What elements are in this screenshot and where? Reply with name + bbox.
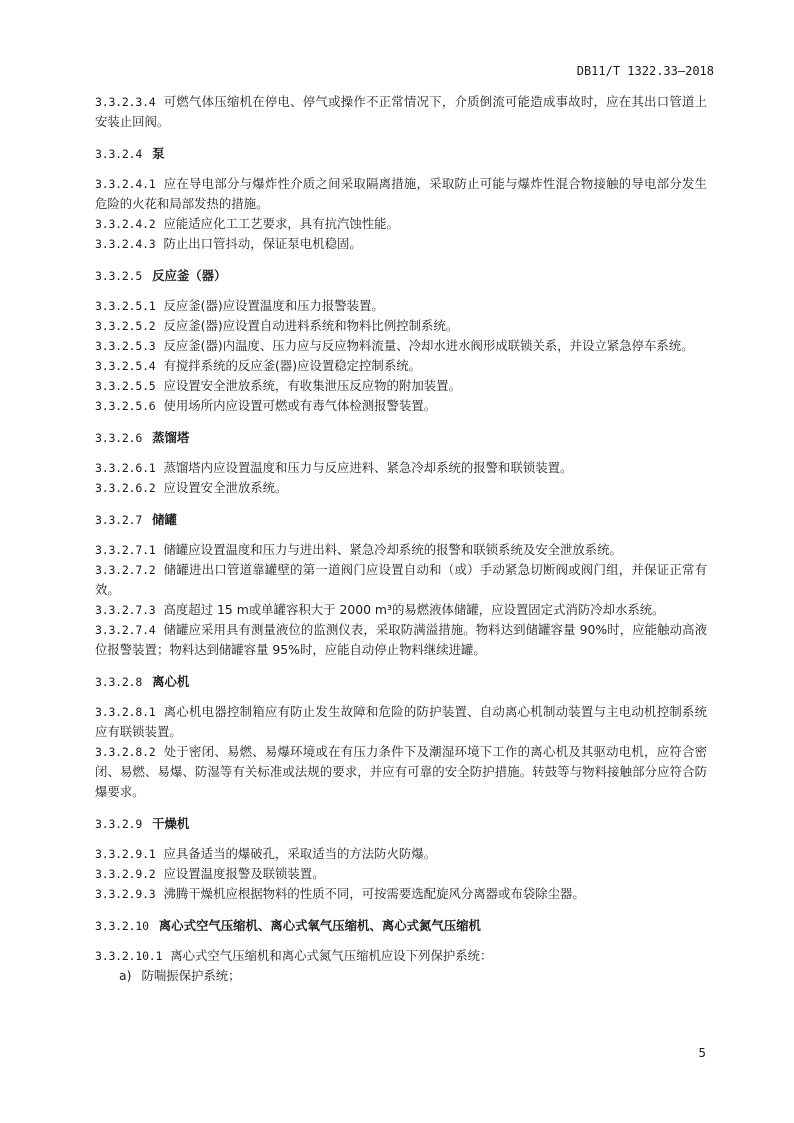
clause-3-3-2-7-3: [95, 600, 707, 620]
heading-text: 泵: [152, 146, 165, 161]
clause-number: 3.3.2.3.4: [95, 95, 156, 109]
clause-text: 反应釜(器)应设置温度和压力报警装置。: [163, 298, 384, 313]
clause-number: 3.3.2.4.3: [95, 237, 156, 251]
clause-3-3-2-6-2: [95, 478, 707, 498]
clause-3-3-2-9-2: [95, 864, 707, 884]
clause-number: 3.3.2.5.2: [95, 319, 156, 333]
heading-text: 离心式空气压缩机、离心式氧气压缩机、离心式氮气压缩机: [158, 918, 481, 933]
document-body: [95, 92, 707, 986]
heading-text: 蒸馏塔: [152, 430, 190, 445]
clause-3-3-2-5-6: [95, 396, 707, 416]
list-marker: a): [119, 968, 132, 983]
clause-3-3-2-4-1: [95, 174, 707, 214]
heading-number: 3.3.2.6: [95, 431, 143, 445]
clause-number: 3.3.2.5.1: [95, 299, 156, 313]
section-heading-pump: [95, 144, 707, 164]
clause-text: 离心机电器控制箱应有防止发生故障和危险的防护装置、自动离心机制动装置与主电动机控制系统应有联锁装置。: [95, 704, 707, 739]
list-text: 防喘振保护系统；: [141, 968, 241, 983]
heading-number: 3.3.2.4: [95, 147, 143, 161]
clause-3-3-2-7-2: [95, 560, 707, 600]
section-heading-reactor: [95, 266, 707, 286]
clause-text: 应在导电部分与爆炸性介质之间采取隔离措施，采取防止可能与爆炸性混合物接触的导电部分发生危险的火花和局部发热的措施。: [95, 176, 707, 211]
clause-text: 处于密闭、易燃、易爆环境或在有压力条件下及潮湿环境下工作的离心机及其驱动电机，应符合密闭、易燃、易爆、防湿等有关标准或法规的要求，并应有可靠的安全防护措施。转鼓等与物料接触部分应符合防爆要求。: [95, 744, 707, 799]
section-heading-distillation-tower: [95, 428, 707, 448]
section-heading-storage-tank: [95, 510, 707, 530]
list-item-a: [95, 966, 707, 986]
clause-number: 3.3.2.4.2: [95, 217, 156, 231]
heading-text: 离心机: [152, 674, 190, 689]
clause-3-3-2-9-3: [95, 884, 707, 904]
clause-number: 3.3.2.4.1: [95, 177, 156, 191]
clause-3-3-2-5-2: [95, 316, 707, 336]
heading-text: 干燥机: [152, 816, 190, 831]
clause-3-3-2-5-3: [95, 336, 707, 356]
clause-number: 3.3.2.9.3: [95, 887, 156, 901]
section-heading-centrifugal-compressors: [95, 916, 707, 936]
clause-text: 高度超过 15 m或单罐容积大于 2000 m³的易燃液体储罐，应设置固定式消防冷却水系统。: [163, 602, 665, 617]
clause-number: 3.3.2.7.1: [95, 543, 156, 557]
clause-text: 应具备适当的爆破孔，采取适当的方法防火防爆。: [163, 846, 437, 861]
clause-3-3-2-3-4: [95, 92, 707, 132]
clause-3-3-2-5-5: [95, 376, 707, 396]
heading-number: 3.3.2.8: [95, 675, 143, 689]
clause-number: 3.3.2.10.1: [95, 949, 163, 963]
clause-3-3-2-7-1: [95, 540, 707, 560]
clause-number: 3.3.2.6.1: [95, 461, 156, 475]
clause-3-3-2-4-2: [95, 214, 707, 234]
clause-text: 储罐进出口管道靠罐壁的第一道阀门应设置自动和（或）手动紧急切断阀或阀门组，并保证正常有效。: [95, 562, 707, 597]
clause-number: 3.3.2.6.2: [95, 481, 156, 495]
clause-number: 3.3.2.7.4: [95, 623, 156, 637]
heading-number: 3.3.2.7: [95, 513, 143, 527]
clause-3-3-2-4-3: [95, 234, 707, 254]
clause-text: 使用场所内应设置可燃或有毒气体检测报警装置。: [163, 398, 437, 413]
clause-text: 防止出口管抖动，保证泵电机稳固。: [163, 236, 362, 251]
clause-3-3-2-8-1: [95, 702, 707, 742]
clause-text: 反应釜(器)内温度、压力应与反应物料流量、冷却水进水阀形成联锁关系，并设立紧急停车系统。: [163, 338, 694, 353]
clause-text: 应设置安全泄放系统。: [163, 480, 288, 495]
clause-3-3-2-10-1: [95, 946, 707, 966]
clause-3-3-2-5-1: [95, 296, 707, 316]
clause-number: 3.3.2.7.2: [95, 563, 156, 577]
clause-text: 反应釜(器)应设置自动进料系统和物料比例控制系统。: [163, 318, 459, 333]
clause-number: 3.3.2.9.1: [95, 847, 156, 861]
clause-text: 离心式空气压缩机和离心式氮气压缩机应设下列保护系统：: [170, 948, 493, 963]
clause-text: 可燃气体压缩机在停电、停气或操作不正常情况下，介质倒流可能造成事故时，应在其出口管道上安装止回阀。: [95, 94, 707, 129]
clause-number: 3.3.2.5.4: [95, 359, 156, 373]
clause-3-3-2-7-4: [95, 620, 707, 660]
section-heading-dryer: [95, 814, 707, 834]
clause-text: 应能适应化工工艺要求，具有抗汽蚀性能。: [163, 216, 399, 231]
clause-number: 3.3.2.5.6: [95, 399, 156, 413]
clause-text: 储罐应采用具有测量液位的监测仪表，采取防满溢措施。物料达到储罐容量 90%时，应能触动高液位报警装置；物料达到储罐容量 95%时，应能自动停止物料继续进罐。: [95, 622, 707, 657]
clause-3-3-2-6-1: [95, 458, 707, 478]
clause-number: 3.3.2.5.5: [95, 379, 156, 393]
clause-number: 3.3.2.9.2: [95, 867, 156, 881]
standard-code: DB11/T 1322.33—2018: [576, 64, 714, 78]
clause-text: 有搅拌系统的反应釜(器)应设置稳定控制系统。: [163, 358, 421, 373]
heading-number: 3.3.2.5: [95, 269, 143, 283]
clause-3-3-2-5-4: [95, 356, 707, 376]
clause-number: 3.3.2.5.3: [95, 339, 156, 353]
heading-text: 反应釜（器）: [152, 268, 227, 283]
heading-number: 3.3.2.10: [95, 919, 149, 933]
clause-number: 3.3.2.7.3: [95, 603, 156, 617]
section-heading-centrifuge: [95, 672, 707, 692]
heading-number: 3.3.2.9: [95, 817, 143, 831]
clause-number: 3.3.2.8.1: [95, 705, 156, 719]
clause-text: 应设置温度报警及联锁装置。: [163, 866, 325, 881]
heading-text: 储罐: [152, 512, 177, 527]
clause-3-3-2-8-2: [95, 742, 707, 802]
clause-text: 沸腾干燥机应根据物料的性质不同，可按需要选配旋风分离器或布袋除尘器。: [163, 886, 585, 901]
clause-text: 蒸馏塔内应设置温度和压力与反应进料、紧急冷却系统的报警和联锁装置。: [163, 460, 573, 475]
clause-number: 3.3.2.8.2: [95, 745, 156, 759]
page-number: 5: [698, 1046, 706, 1060]
clause-text: 储罐应设置温度和压力与进出料、紧急冷却系统的报警和联锁系统及安全泄放系统。: [163, 542, 622, 557]
clause-text: 应设置安全泄放系统，有收集泄压反应物的附加装置。: [163, 378, 461, 393]
clause-3-3-2-9-1: [95, 844, 707, 864]
